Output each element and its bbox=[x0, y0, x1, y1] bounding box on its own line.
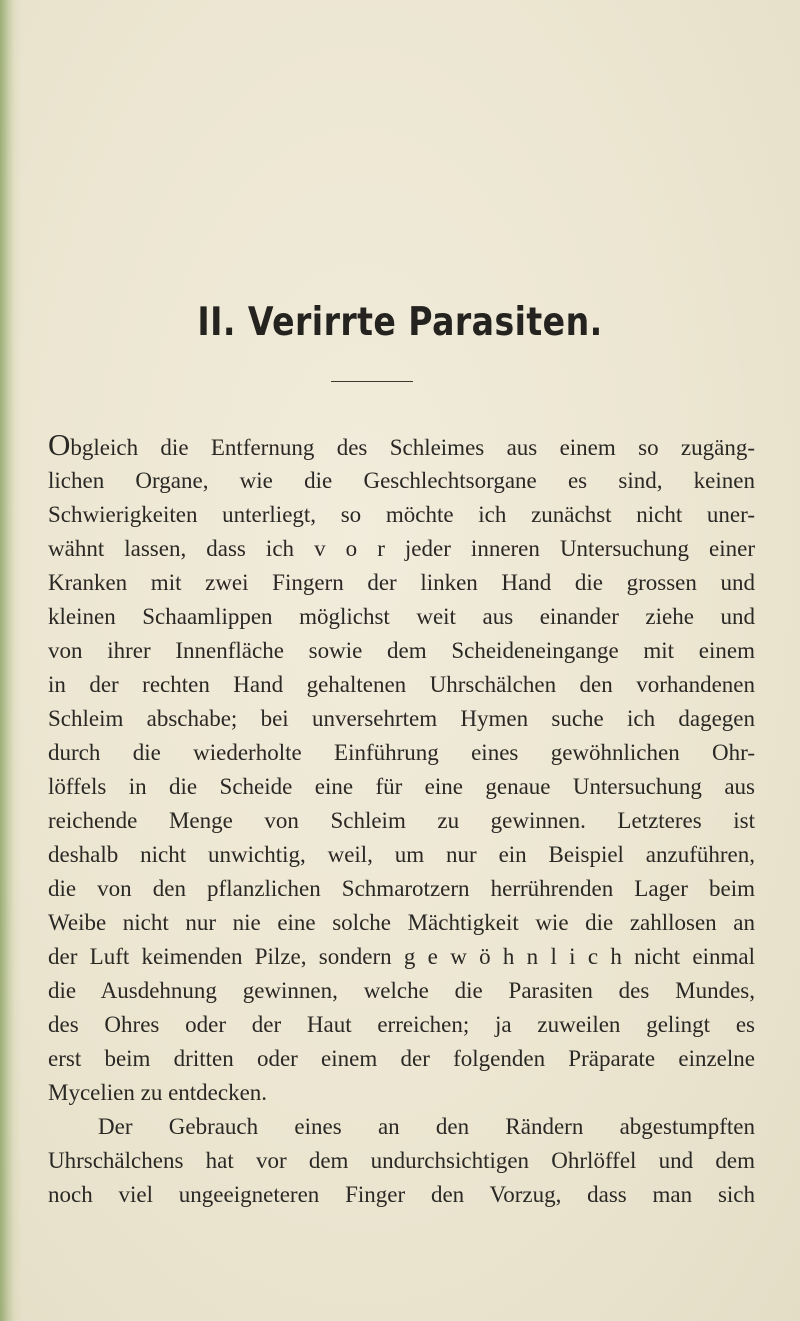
text-line: der Luft keimenden Pilze, sondern g e w ö h n l i c h nicht einmal bbox=[48, 944, 755, 969]
text-line: kleinen Schaamlippen möglichst weit aus einander ziehe und bbox=[48, 604, 755, 629]
drop-cap: O bbox=[48, 430, 71, 462]
text-line: Obgleich die Entfernung des Schleimes aus einem so zugäng- bbox=[48, 430, 755, 464]
text-line: deshalb nicht unwichtig, weil, um nur ein Beispiel anzuführen, bbox=[48, 842, 755, 867]
text-line: löffels in die Scheide eine für eine genaue Untersuchung aus bbox=[48, 774, 755, 799]
text-line: Der Gebrauch eines an den Rändern abgestumpften bbox=[98, 1114, 755, 1139]
text-line: von ihrer Innenfläche sowie dem Scheideneingange mit einem bbox=[48, 638, 755, 663]
text-line: Kranken mit zwei Fingern der linken Hand die grossen und bbox=[48, 570, 755, 595]
text-line: Schleim abschabe; bei unversehrtem Hymen suche ich dagegen bbox=[48, 706, 755, 731]
text-line: Weibe nicht nur nie eine solche Mächtigkeit wie die zahllosen an bbox=[48, 910, 755, 935]
text-line: durch die wiederholte Einführung eines gewöhnlichen Ohr- bbox=[48, 740, 755, 765]
text-line: erst beim dritten oder einem der folgenden Präparate einzelne bbox=[48, 1046, 755, 1071]
text-line: lichen Organe, wie die Geschlechtsorgane es sind, keinen bbox=[48, 468, 755, 493]
title-divider bbox=[331, 381, 413, 382]
text-line: die Ausdehnung gewinnen, welche die Parasiten des Mundes, bbox=[48, 978, 755, 1003]
text-line: in der rechten Hand gehaltenen Uhrschälchen den vorhandenen bbox=[48, 672, 755, 697]
body-text bbox=[48, 430, 755, 1212]
text-line: reichende Menge von Schleim zu gewinnen. Letzteres ist bbox=[48, 808, 755, 833]
text-line: Mycelien zu entdecken. bbox=[48, 1080, 268, 1105]
text-line: noch viel ungeeigneteren Finger den Vorzug, dass man sich bbox=[48, 1182, 755, 1207]
text-line: Uhrschälchens hat vor dem undurchsichtigen Ohrlöffel und dem bbox=[48, 1148, 755, 1173]
text-line: Schwierigkeiten unterliegt, so möchte ich zunächst nicht uner- bbox=[48, 502, 755, 527]
chapter-title: II. Verirrte Parasiten. bbox=[197, 300, 603, 345]
text-line: des Ohres oder der Haut erreichen; ja zuweilen gelingt es bbox=[48, 1012, 755, 1037]
text-line: die von den pflanzlichen Schmarotzern herrührenden Lager beim bbox=[48, 876, 755, 901]
page-spine-shadow bbox=[0, 0, 14, 1321]
text-line: wähnt lassen, dass ich v o r jeder inneren Untersuchung einer bbox=[48, 536, 755, 561]
